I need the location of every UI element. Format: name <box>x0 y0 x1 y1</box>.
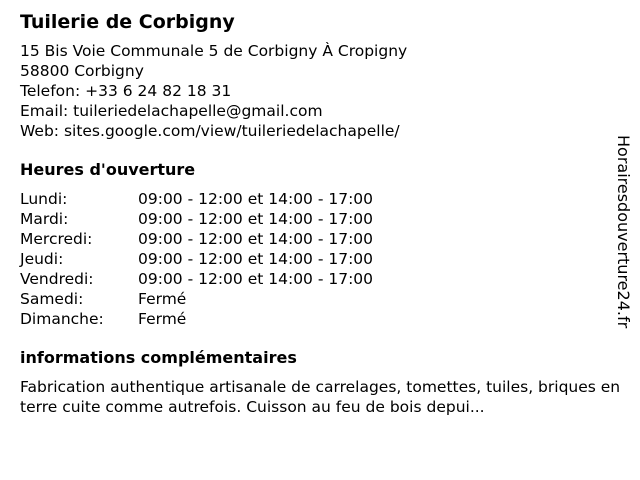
day-time: 09:00 - 12:00 et 14:00 - 17:00 <box>138 230 374 248</box>
day-time: 09:00 - 12:00 et 14:00 - 17:00 <box>138 270 374 288</box>
hours-row-sunday <box>20 309 600 329</box>
day-label: Mardi: <box>20 210 69 228</box>
address-line-1: 15 Bis Voie Communale 5 de Corbigny À Cropigny <box>20 42 408 60</box>
hours-row-friday <box>20 269 600 289</box>
hours-row-wednesday <box>20 229 600 249</box>
business-description: Fabrication authentique artisanale de carrelages, tomettes, tuiles, briques en terre cuite comme autrefois. Cuisson au feu de bois depui... <box>20 378 621 416</box>
hours-row-saturday <box>20 289 600 309</box>
day-label: Dimanche: <box>20 310 104 328</box>
day-time: Fermé <box>138 310 187 328</box>
day-label: Lundi: <box>20 190 68 208</box>
day-time: 09:00 - 12:00 et 14:00 - 17:00 <box>138 250 374 268</box>
hours-row-monday <box>20 189 600 209</box>
phone-line: Telefon: +33 6 24 82 18 31 <box>20 82 232 100</box>
site-watermark: Horairesdouverture24.fr <box>614 135 633 329</box>
day-label: Samedi: <box>20 290 84 308</box>
email-line: Email: tuileriedelachapelle@gmail.com <box>20 102 323 120</box>
additional-info-heading: informations complémentaires <box>20 348 297 367</box>
day-time: 09:00 - 12:00 et 14:00 - 17:00 <box>138 210 374 228</box>
website-line: Web: sites.google.com/view/tuileriedelachapelle/ <box>20 122 400 140</box>
day-time: Fermé <box>138 290 187 308</box>
address-line-2: 58800 Corbigny <box>20 62 144 80</box>
business-name: Tuilerie de Corbigny <box>20 11 235 33</box>
day-label: Jeudi: <box>20 250 64 268</box>
hours-row-tuesday <box>20 209 600 229</box>
business-card <box>20 10 621 417</box>
hours-row-thursday <box>20 249 600 269</box>
day-label: Vendredi: <box>20 270 94 288</box>
day-label: Mercredi: <box>20 230 93 248</box>
day-time: 09:00 - 12:00 et 14:00 - 17:00 <box>138 190 374 208</box>
opening-hours-heading: Heures d'ouverture <box>20 160 196 179</box>
